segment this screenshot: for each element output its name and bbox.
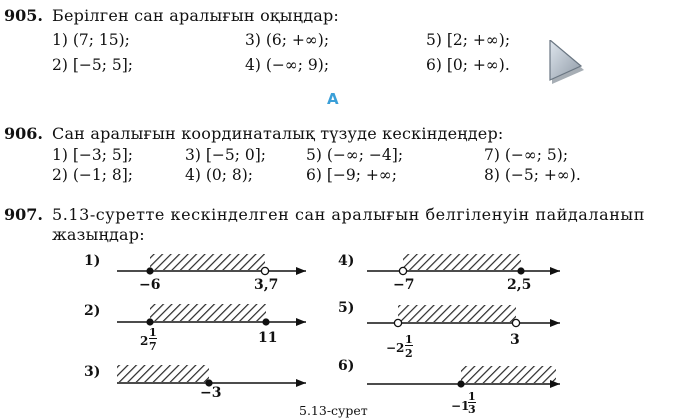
tick-label: 11	[258, 330, 278, 346]
problem-905-item: 4) (−∞; 9);	[245, 56, 330, 74]
problem-906-item: 4) (0; 8);	[185, 166, 254, 184]
number-line-1	[117, 254, 306, 275]
figure-caption: 5.13-сурет	[299, 403, 368, 418]
closed-endpoint	[517, 267, 524, 274]
closed-endpoint	[146, 267, 153, 274]
tick-label: 3,7	[254, 277, 279, 293]
figure-label: 6)	[338, 358, 355, 374]
problem-905-number: 905.	[4, 6, 43, 25]
problem-905-item: 6) [0; +∞).	[426, 56, 510, 74]
problem-905-item: 2) [−5; 5];	[52, 56, 134, 74]
tick-label-whole: −2	[386, 341, 405, 355]
open-endpoint	[399, 267, 406, 274]
open-endpoint	[394, 319, 401, 326]
problem-906-number: 906.	[4, 124, 43, 143]
tick-label-numerator: 1	[468, 390, 476, 403]
number-line-4	[367, 254, 560, 275]
problem-907-number: 907.	[4, 205, 43, 224]
number-line-6	[367, 366, 560, 388]
tick-label: 3	[510, 332, 520, 348]
problem-906-text: Сан аралығын координаталық түзуде кескіндеңдер:	[52, 124, 504, 143]
closed-endpoint	[262, 318, 269, 325]
tick-label-denominator: 2	[405, 347, 413, 360]
problem-906-item: 2) (−1; 8];	[52, 166, 134, 184]
closed-endpoint	[146, 318, 153, 325]
figure-label: 2)	[84, 303, 101, 319]
problem-905-item: 1) (7; 15);	[52, 31, 130, 49]
tick-label: −3	[200, 385, 222, 401]
problem-907-text: 5.13-суретте кескінделген сан аралығын белгіленуін пайдаланып	[52, 205, 645, 224]
tick-label: −7	[393, 277, 415, 293]
problem-905-text: Берілген сан аралығын оқыңдар:	[52, 6, 340, 25]
interval-hatch	[117, 365, 209, 382]
tick-label-whole: 2	[140, 334, 149, 348]
open-endpoint	[512, 319, 519, 326]
number-line-2	[117, 304, 306, 326]
problem-905-item: 3) (6; +∞);	[245, 31, 330, 49]
tick-label-whole: −1	[451, 399, 470, 413]
interval-hatch	[150, 304, 266, 321]
figure-label: 4)	[338, 253, 355, 269]
interval-hatch	[403, 254, 521, 270]
tick-label: −6	[139, 277, 161, 293]
problem-906-item: 7) (−∞; 5);	[484, 146, 569, 164]
tick-label-denominator: 3	[468, 403, 476, 416]
problem-906-item: 8) (−5; +∞).	[484, 166, 581, 184]
tick-label-numerator: 1	[149, 326, 157, 339]
number-line-5	[367, 305, 560, 327]
interval-hatch	[461, 366, 556, 383]
number-line-3	[117, 365, 306, 387]
interval-hatch	[398, 305, 516, 322]
problem-906-item: 5) (−∞; −4];	[306, 146, 404, 164]
problem-906-item: 3) [−5; 0];	[185, 146, 267, 164]
figure-label: 3)	[84, 364, 101, 380]
section-heading: А	[327, 90, 339, 108]
tick-label-denominator: 7	[149, 340, 157, 353]
figure-label: 1)	[84, 253, 101, 269]
open-endpoint	[261, 267, 268, 274]
problem-905-item: 5) [2; +∞);	[426, 31, 511, 49]
tick-label: 2,5	[507, 277, 532, 293]
problem-906-item: 1) [−3; 5];	[52, 146, 134, 164]
problem-907-text-cont: жазыңдар:	[52, 225, 145, 244]
closed-endpoint	[457, 380, 464, 387]
problem-906-item: 6) [−9; +∞;	[306, 166, 398, 184]
tick-label-numerator: 1	[405, 333, 413, 346]
figure-label: 5)	[338, 300, 355, 316]
interval-hatch	[150, 254, 265, 270]
